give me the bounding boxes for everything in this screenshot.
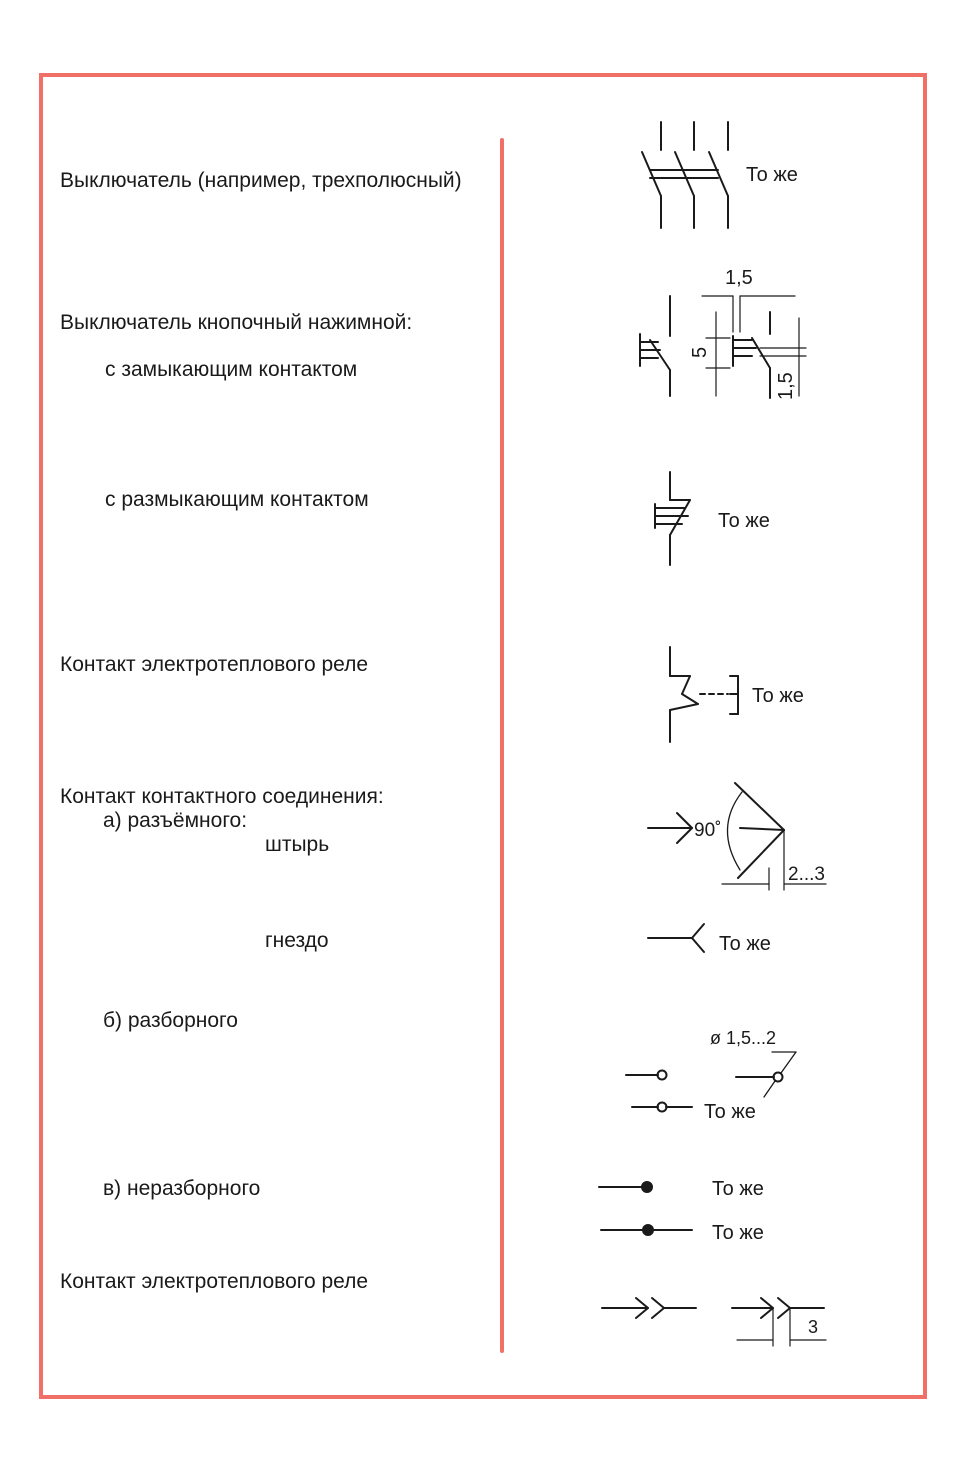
pin-label: штырь <box>265 833 330 856</box>
pin-dim: 2...3 <box>788 864 825 885</box>
permanent-note-1: То же <box>712 1178 764 1200</box>
make-contact-symbol <box>640 296 670 396</box>
break-contact-symbol <box>655 472 690 565</box>
collapsible-note: То же <box>704 1101 756 1123</box>
pushbutton-label: Выключатель кнопочный нажимной: <box>60 311 413 334</box>
make-contact-dim-left: 5 <box>689 346 711 358</box>
switch-label: Выключатель (например, трехполюсный) <box>60 169 462 192</box>
three-pole-switch-symbol <box>642 122 728 228</box>
collapsible-dim: ø 1,5...2 <box>710 1028 777 1048</box>
thermal-relay-label: Контакт электротеплового реле <box>60 653 369 676</box>
switch-note: То же <box>746 164 798 186</box>
make-contact-label: с замыкающим контактом <box>105 358 358 381</box>
thermal-relay-2-label: Контакт электротеплового реле <box>60 1270 369 1293</box>
thermal-relay-contact-symbol <box>670 647 738 742</box>
permanent-note-2: То же <box>712 1222 764 1244</box>
thermal-relay-note: То же <box>752 685 804 707</box>
socket-symbol <box>648 924 704 952</box>
break-contact-note: То же <box>718 510 770 532</box>
socket-label: гнездо <box>265 929 329 952</box>
socket-note: То же <box>719 933 771 955</box>
make-contact-dim-top: 1,5 <box>725 267 753 289</box>
make-contact-dim-right: 1,5 <box>775 372 797 400</box>
plug-socket-symbol <box>602 1298 696 1318</box>
detachable-label: а) разъёмного: <box>103 809 248 832</box>
permanent-contact-symbol <box>599 1182 692 1235</box>
break-contact-label: с размыкающим контактом <box>105 488 369 511</box>
plug-socket-dim: 3 <box>808 1317 819 1337</box>
collapsible-label: б) разборного <box>103 1009 238 1032</box>
connection-label: Контакт контактного соединения: <box>60 785 384 808</box>
permanent-label: в) неразборного <box>103 1177 261 1200</box>
pin-angle: 90˚ <box>694 820 722 841</box>
